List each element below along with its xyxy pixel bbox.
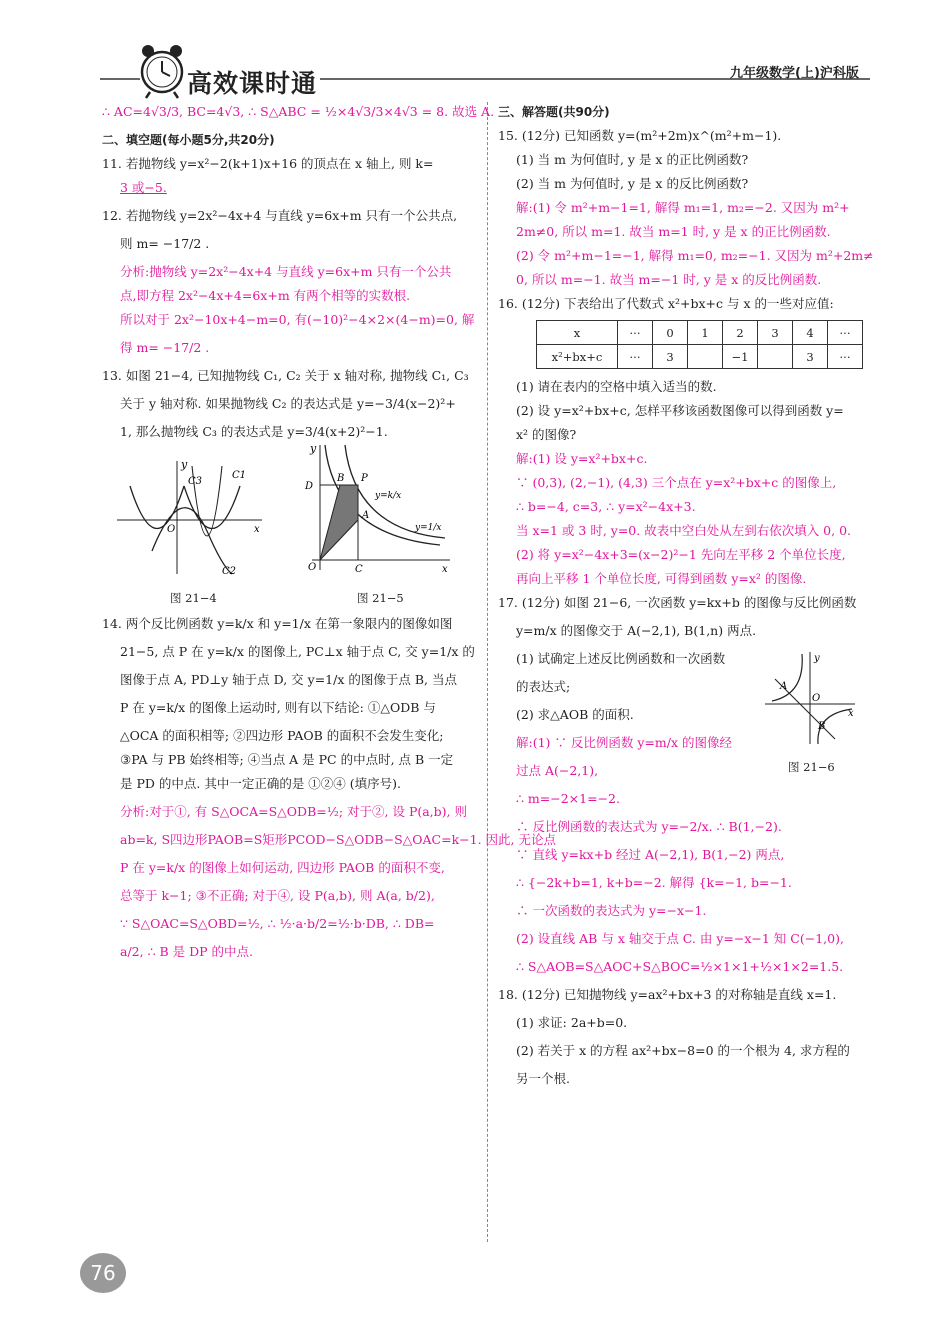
solution-line: ∴ 反比例函数的表达式为 y=−2/x. ∴ B(1,−2). [516, 819, 782, 834]
question-14: 14. 两个反比例函数 y=k/x 和 y=1/x 在第一象限内的图像如图 [102, 616, 453, 631]
figures-21-4-21-5 [102, 442, 477, 606]
alarm-clock-icon [142, 45, 182, 98]
question-13: 13. 如图 21−4, 已知抛物线 C₁, C₂ 关于 x 轴对称, 抛物线 C₁, C₃ [102, 368, 469, 383]
solution-line: 2m≠0, 所以 m=1. 故当 m=1 时, y 是 x 的正比例函数. [516, 224, 831, 239]
fig-label: A [780, 681, 788, 692]
figure-caption: 图 21−5 [357, 591, 404, 605]
table-cell [758, 345, 793, 369]
question-16-part: x² 的图像? [516, 427, 577, 442]
question-12: 12. 若抛物线 y=2x²−4x+4 与直线 y=6x+m 只有一个公共点, [102, 208, 458, 223]
table-cell: x²+bx+c [537, 345, 618, 369]
solution-line: 解:(1) ∵ 反比例函数 y=m/x 的图像经 [516, 735, 732, 750]
question-18-part: 另一个根. [516, 1071, 570, 1086]
question-17-part: (2) 求△AOB 的面积. [516, 707, 634, 722]
table-cell: ··· [828, 345, 863, 369]
question-14-line: 是 PD 的中点. 其中一定正确的是 ①②④ (填序号). [120, 776, 402, 791]
table-row [537, 345, 863, 369]
solution-line: ∴ b=−4, c=3, ∴ y=x²−4x+3. [516, 499, 696, 514]
fig-label: D [305, 481, 314, 492]
solution-line: 过点 A(−2,1), [516, 763, 599, 778]
question-14-line: P 在 y=k/x 的图像上运动时, 则有以下结论: ①△ODB 与 [120, 700, 436, 715]
analysis-line: P 在 y=k/x 的图像上如何运动, 四边形 PAOB 的面积不变, [120, 860, 445, 875]
table-cell: ··· [618, 321, 653, 345]
question-15: 15. (12分) 已知函数 y=(m²+2m)x^(m²+m−1). [498, 128, 782, 143]
figure-21-4 [112, 456, 272, 581]
analysis-line: ∵ S△OAC=S△OBD=½, ∴ ½·a·b/2=½·b·DB, ∴ DB= [120, 916, 435, 931]
table-cell: 2 [723, 321, 758, 345]
analysis-line: 得 m= −17/2 . [120, 340, 210, 355]
page-header [0, 0, 950, 100]
analysis-line: 总等于 k−1; ③不正确; 对于④, 设 P(a,b), 则 A(a, b/2), [120, 888, 435, 903]
question-15-part: (1) 当 m 为何值时, y 是 x 的正比例函数? [516, 152, 749, 167]
solution-line: (2) 令 m²+m−1=−1, 解得 m₁=0, m₂=−1. 又因为 m²+2m≠ [516, 248, 874, 263]
question-13-line: 关于 y 轴对称. 如果抛物线 C₂ 的表达式是 y=−3/4(x−2)²+ [120, 396, 456, 411]
question-14-line: △OCA 的面积相等; ②四边形 PAOB 的面积不会发生变化; [120, 728, 444, 743]
header-rule [0, 0, 950, 100]
question-16-part: (1) 请在表内的空格中填入适当的数. [516, 379, 717, 394]
solution-line: ∵ (0,3), (2,−1), (4,3) 三个点在 y=x²+bx+c 的图像上, [516, 475, 837, 490]
question-12-blank: 则 m= −17/2 . [120, 236, 210, 251]
answer-11: 3 或−5. [120, 180, 167, 195]
question-17-block [498, 649, 870, 781]
question-17: 17. (12分) 如图 21−6, 一次函数 y=kx+b 的图像与反比例函数 [498, 595, 857, 610]
table-cell: −1 [723, 345, 758, 369]
figure-21-5 [300, 440, 460, 580]
fig-label: C [355, 564, 363, 575]
solution-line: 当 x=1 或 3 时, y=0. 故表中空白处从左到右依次填入 0, 0. [516, 523, 852, 538]
fig-label: y [814, 653, 820, 664]
solution-line: 0, 所以 m=−1. 故当 m=−1 时, y 是 x 的反比例函数. [516, 272, 822, 287]
question-14-line: ③PA 与 PB 始终相等; ④当点 A 是 PC 的中点时, 点 B 一定 [120, 752, 454, 767]
solution-line: ∴ m=−2×1=−2. [516, 791, 620, 806]
table-cell: 1 [688, 321, 723, 345]
fig-label: y [310, 442, 317, 455]
analysis-line: 分析:抛物线 y=2x²−4x+4 与直线 y=6x+m 只有一个公共 [120, 264, 452, 279]
table-cell: 3 [758, 321, 793, 345]
right-column [498, 102, 874, 1089]
question-16: 16. (12分) 下表给出了代数式 x²+bx+c 与 x 的一些对应值: [498, 296, 834, 311]
table-cell: 3 [653, 345, 688, 369]
fig-label: B [337, 473, 345, 484]
fig-label: C1 [232, 470, 247, 481]
fig-label: y=k/x [375, 491, 402, 501]
text-line: ∴ AC=4√3/3, BC=4√3, ∴ S△ABC = ½×4√3/3×4√3 = 8. 故选 A. [102, 104, 495, 119]
solution-line: 解:(1) 设 y=x²+bx+c. [516, 451, 648, 466]
value-table [536, 320, 863, 369]
fig-label: P [361, 473, 368, 484]
fig-label: x [254, 524, 260, 535]
section-heading: 二、填空题(每小题5分,共20分) [102, 133, 275, 147]
question-14-line: 21−5, 点 P 在 y=k/x 的图像上, PC⊥x 轴于点 C, 交 y=1/x 的 [120, 644, 475, 659]
fig-label: x [848, 708, 854, 719]
analysis-line: 分析:对于①, 有 S△OCA=S△ODB=½; 对于②, 设 P(a,b), 则 [120, 804, 467, 819]
question-18-part: (2) 若关于 x 的方程 ax²+bx−8=0 的一个根为 4, 求方程的 [516, 1043, 850, 1058]
table-cell: ··· [618, 345, 653, 369]
fig-label: O [812, 693, 821, 704]
question-17-part: (1) 试确定上述反比例函数和一次函数 [516, 651, 726, 666]
question-17-part: 的表达式; [516, 679, 571, 694]
question-17-line: y=m/x 的图像交于 A(−2,1), B(1,n) 两点. [516, 623, 757, 638]
table-cell [688, 345, 723, 369]
question-13-line: 1, 那么抛物线 C₃ 的表达式是 y=3/4(x+2)²−1. [120, 424, 388, 439]
fig-label: C2 [222, 566, 237, 577]
question-11: 11. 若抛物线 y=x²−2(k+1)x+16 的顶点在 x 轴上, 则 k= [102, 156, 434, 171]
solution-line: 再向上平移 1 个单位长度, 可得到函数 y=x² 的图像. [516, 571, 807, 586]
page-number: 76 [80, 1253, 126, 1293]
solution-line: (2) 将 y=x²−4x+3=(x−2)²−1 先向左平移 2 个单位长度, [516, 547, 846, 562]
table-cell: 4 [793, 321, 828, 345]
fig-label: x [442, 564, 448, 575]
question-16-part: (2) 设 y=x²+bx+c, 怎样平移该函数图像可以得到函数 y= [516, 403, 844, 418]
fig-label: O [167, 524, 176, 535]
figure-21-6 [760, 649, 860, 749]
solution-line: ∴ S△AOB=S△AOC+S△BOC=½×1×1+½×1×2=1.5. [516, 959, 844, 974]
analysis-line: a/2, ∴ B 是 DP 的中点. [120, 944, 254, 959]
table-cell: ··· [828, 321, 863, 345]
fig-label: y [181, 458, 188, 471]
column-divider [487, 102, 488, 1242]
solution-line: ∵ 直线 y=kx+b 经过 A(−2,1), B(1,−2) 两点, [516, 847, 785, 862]
section-heading: 三、解答题(共90分) [498, 105, 610, 119]
brand-title: 高效课时通 [187, 69, 318, 98]
fig-label: O [308, 562, 317, 573]
question-15-part: (2) 当 m 为何值时, y 是 x 的反比例函数? [516, 176, 749, 191]
solution-line: 解:(1) 令 m²+m−1=1, 解得 m₁=1, m₂=−2. 又因为 m²+ [516, 200, 850, 215]
analysis-line: 点,即方程 2x²−4x+4=6x+m 有两个相等的实数根. [120, 288, 411, 303]
question-18: 18. (12分) 已知抛物线 y=ax²+bx+3 的对称轴是直线 x=1. [498, 987, 837, 1002]
book-subtitle: 九年级数学(上)沪科版 [730, 66, 859, 81]
question-18-part: (1) 求证: 2a+b=0. [516, 1015, 628, 1030]
analysis-line: ab=k, S四边形PAOB=S矩形PCOD−S△ODB−S△OAC=k−1. 因此, 无论点 [120, 832, 556, 847]
analysis-line: 所以对于 2x²−10x+4−m=0, 有(−10)²−4×2×(4−m)=0, 解 [120, 312, 475, 327]
fig-label: y=1/x [415, 523, 442, 533]
table-cell: 0 [653, 321, 688, 345]
table-row [537, 321, 863, 345]
figure-caption: 图 21−6 [788, 760, 835, 774]
table-cell: 3 [793, 345, 828, 369]
fig-label: C3 [188, 476, 203, 487]
figure-caption: 图 21−4 [170, 591, 217, 605]
question-14-line: 图像于点 A, PD⊥y 轴于点 D, 交 y=1/x 的图像于点 B, 当点 [120, 672, 457, 687]
solution-line: ∴ 一次函数的表达式为 y=−x−1. [516, 903, 707, 918]
solution-line: ∴ {−2k+b=1, k+b=−2. 解得 {k=−1, b=−1. [516, 875, 792, 890]
fig-label: A [362, 510, 370, 521]
table-cell: x [537, 321, 618, 345]
solution-line: (2) 设直线 AB 与 x 轴交于点 C. 由 y=−x−1 知 C(−1,0), [516, 931, 844, 946]
fig-label: B [818, 721, 826, 732]
